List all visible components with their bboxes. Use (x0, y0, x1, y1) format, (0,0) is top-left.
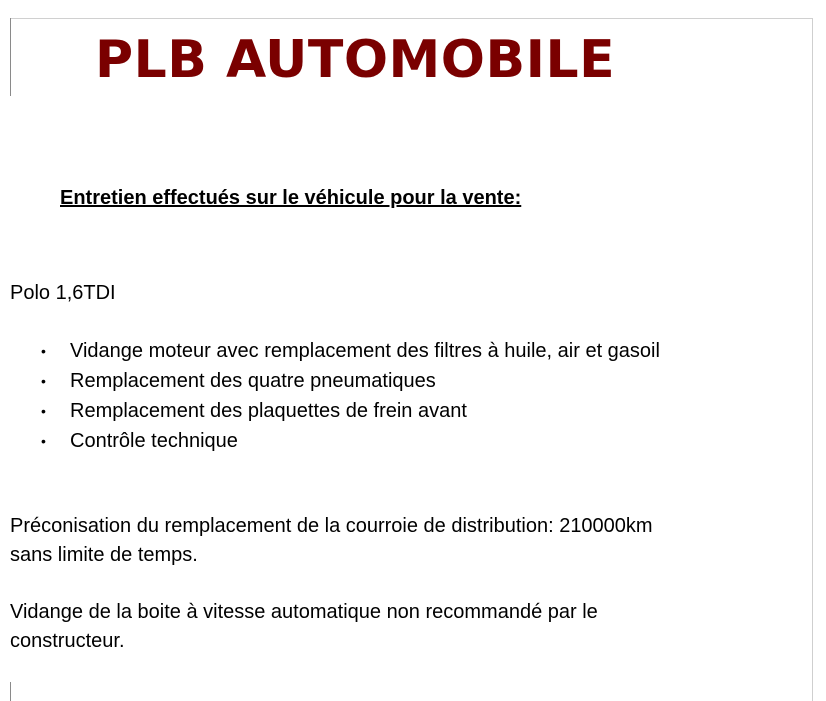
note-line: Préconisation du remplacement de la courroie de distribution: 210000km (10, 515, 653, 537)
note-line: Vidange de la boite à vitesse automatique non recommandé par le (10, 601, 598, 623)
list-item-text: Vidange moteur avec remplacement des filtres à huile, air et gasoil (70, 340, 660, 362)
page-border-left-upper (10, 18, 11, 96)
list-item-text: Remplacement des plaquettes de frein avant (70, 400, 467, 422)
list-item (10, 336, 660, 366)
list-item (10, 426, 660, 456)
maintenance-list (10, 336, 660, 456)
list-item-text: Contrôle technique (70, 430, 238, 452)
bullet-icon: • (41, 343, 46, 359)
vehicle-model: Polo 1,6TDI (10, 282, 116, 304)
timing-belt-note (10, 512, 822, 570)
note-line: constructeur. (10, 630, 125, 652)
bullet-icon: • (41, 403, 46, 419)
note-line: sans limite de temps. (10, 544, 198, 566)
section-heading: Entretien effectués sur le véhicule pour la vente: (60, 187, 522, 209)
list-item (10, 366, 660, 396)
list-item (10, 396, 660, 426)
gearbox-note (10, 598, 822, 656)
page-border-left-lower (10, 682, 11, 701)
list-item-text: Remplacement des quatre pneumatiques (70, 370, 436, 392)
page-border-top (10, 18, 812, 19)
bullet-icon: • (41, 373, 46, 389)
bullet-icon: • (41, 433, 46, 449)
brand-title: PLB AUTOMOBILE (95, 30, 616, 90)
